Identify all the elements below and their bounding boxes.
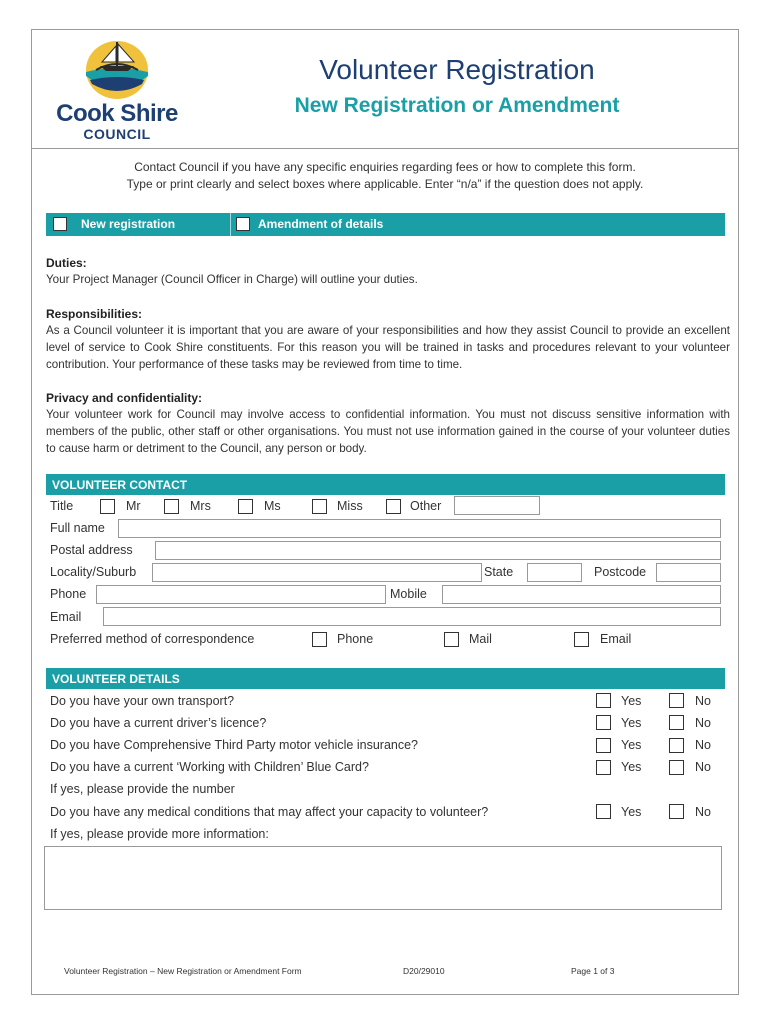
postcode-label: Postcode	[594, 565, 647, 579]
transport-yes-checkbox[interactable]	[596, 693, 611, 708]
title-mr-checkbox[interactable]	[100, 499, 115, 514]
licence-question: Do you have a current driver’s licence?	[50, 716, 267, 730]
volunteer-contact-header	[46, 474, 725, 495]
insurance-no-checkbox[interactable]	[669, 738, 684, 753]
postal-address-label: Postal address	[50, 543, 133, 557]
form-page	[31, 29, 739, 995]
title-miss-label: Miss	[337, 499, 363, 513]
footer-page-number: Page 1 of 3	[571, 966, 615, 976]
locality-label: Locality/Suburb	[50, 565, 137, 579]
title-miss-checkbox[interactable]	[312, 499, 327, 514]
pref-phone-checkbox[interactable]	[312, 632, 327, 647]
licence-yes-label: Yes	[621, 716, 642, 730]
title-ms-checkbox[interactable]	[238, 499, 253, 514]
transport-no-label: No	[695, 694, 711, 708]
logo-name: Cook Shire	[56, 100, 178, 127]
medical-yes-checkbox[interactable]	[596, 804, 611, 819]
medical-yes-label: Yes	[621, 805, 642, 819]
insurance-yes-label: Yes	[621, 738, 642, 752]
title-other-field[interactable]	[454, 496, 540, 515]
medical-info-label: If yes, please provide more information:	[50, 827, 269, 841]
privacy-text: Your volunteer work for Council may involve access to confidential information. You must not discuss sensitive information with members of the public, other staff or other organisations. You must not use information gained in the course of your volunteer duties to cause harm or detriment to the Council, any person or body.	[46, 408, 730, 455]
pref-email-checkbox[interactable]	[574, 632, 589, 647]
licence-no-checkbox[interactable]	[669, 715, 684, 730]
new-registration-label: New registration	[81, 217, 176, 231]
volunteer-details-heading: VOLUNTEER DETAILS	[52, 672, 180, 686]
medical-info-textarea[interactable]	[44, 846, 722, 910]
blue-card-question: Do you have a current ‘Working with Children’ Blue Card?	[50, 760, 369, 774]
email-label: Email	[50, 610, 82, 624]
duties-heading: Duties:	[46, 256, 87, 270]
registration-type-bar	[46, 213, 725, 236]
transport-question: Do you have your own transport?	[50, 694, 235, 708]
postal-address-field[interactable]	[155, 541, 721, 560]
email-field[interactable]	[103, 607, 721, 626]
postcode-field[interactable]	[656, 563, 721, 582]
intro-line-1: Contact Council if you have any specific enquiries regarding fees or how to complete this form.	[134, 160, 636, 174]
new-registration-checkbox[interactable]	[53, 217, 67, 231]
logo-council: COUNCIL	[83, 126, 151, 142]
council-logo	[52, 36, 182, 146]
full-name-field[interactable]	[118, 519, 721, 538]
pref-phone-label: Phone	[337, 632, 374, 646]
amendment-checkbox[interactable]	[236, 217, 250, 231]
amendment-label: Amendment of details	[258, 217, 384, 231]
licence-yes-checkbox[interactable]	[596, 715, 611, 730]
ship-emblem-icon	[82, 36, 152, 100]
pref-mail-label: Mail	[469, 632, 492, 646]
footer-doc-id: D20/29010	[403, 966, 445, 976]
intro-line-2: Type or print clearly and select boxes where applicable. Enter “n/a” if the question does not apply.	[126, 177, 644, 191]
title-mr-label: Mr	[126, 499, 141, 513]
pref-mail-checkbox[interactable]	[444, 632, 459, 647]
state-label: State	[484, 565, 514, 579]
insurance-no-label: No	[695, 738, 711, 752]
volunteer-details-header	[46, 668, 725, 689]
form-subtitle: New Registration or Amendment	[294, 94, 620, 117]
duties-text: Your Project Manager (Council Officer in Charge) will outline your duties.	[46, 273, 418, 286]
pref-email-label: Email	[600, 632, 632, 646]
transport-no-checkbox[interactable]	[669, 693, 684, 708]
responsibilities-text: As a Council volunteer it is important that you are aware of your responsibilities and how they assist Council to provide an excellent level of service to Cook Shire constituents. For this reason you will be trained in tasks and procedures relevant to your volunteer contribution. Your performance of these tasks may be reviewed from time to time.	[46, 324, 730, 371]
blue-card-yes-label: Yes	[621, 760, 642, 774]
locality-field[interactable]	[152, 563, 482, 582]
phone-field[interactable]	[96, 585, 386, 604]
transport-yes-label: Yes	[621, 694, 642, 708]
preferred-method-label: Preferred method of correspondence	[50, 632, 255, 646]
form-title: Volunteer Registration	[319, 54, 595, 85]
privacy-heading: Privacy and confidentiality:	[46, 391, 203, 405]
title-label: Title	[50, 499, 74, 513]
state-field[interactable]	[527, 563, 582, 582]
title-other-checkbox[interactable]	[386, 499, 401, 514]
mobile-label: Mobile	[390, 587, 427, 601]
title-mrs-checkbox[interactable]	[164, 499, 179, 514]
title-ms-label: Ms	[264, 499, 281, 513]
phone-label: Phone	[50, 587, 87, 601]
licence-no-label: No	[695, 716, 711, 730]
medical-no-label: No	[695, 805, 711, 819]
responsibilities-heading: Responsibilities:	[46, 307, 143, 321]
title-mrs-label: Mrs	[190, 499, 211, 513]
blue-card-number-label: If yes, please provide the number	[50, 782, 235, 796]
mobile-field[interactable]	[442, 585, 721, 604]
medical-no-checkbox[interactable]	[669, 804, 684, 819]
blue-card-yes-checkbox[interactable]	[596, 760, 611, 775]
blue-card-no-label: No	[695, 760, 711, 774]
full-name-label: Full name	[50, 521, 105, 535]
footer-form-name: Volunteer Registration – New Registration or Amendment Form	[64, 966, 302, 976]
medical-question: Do you have any medical conditions that may affect your capacity to volunteer?	[50, 805, 489, 819]
header-divider	[32, 148, 738, 149]
insurance-question: Do you have Comprehensive Third Party motor vehicle insurance?	[50, 738, 419, 752]
title-other-label: Other	[410, 499, 442, 513]
insurance-yes-checkbox[interactable]	[596, 738, 611, 753]
volunteer-contact-heading: VOLUNTEER CONTACT	[52, 478, 188, 492]
blue-card-no-checkbox[interactable]	[669, 760, 684, 775]
bar-divider	[230, 213, 231, 236]
